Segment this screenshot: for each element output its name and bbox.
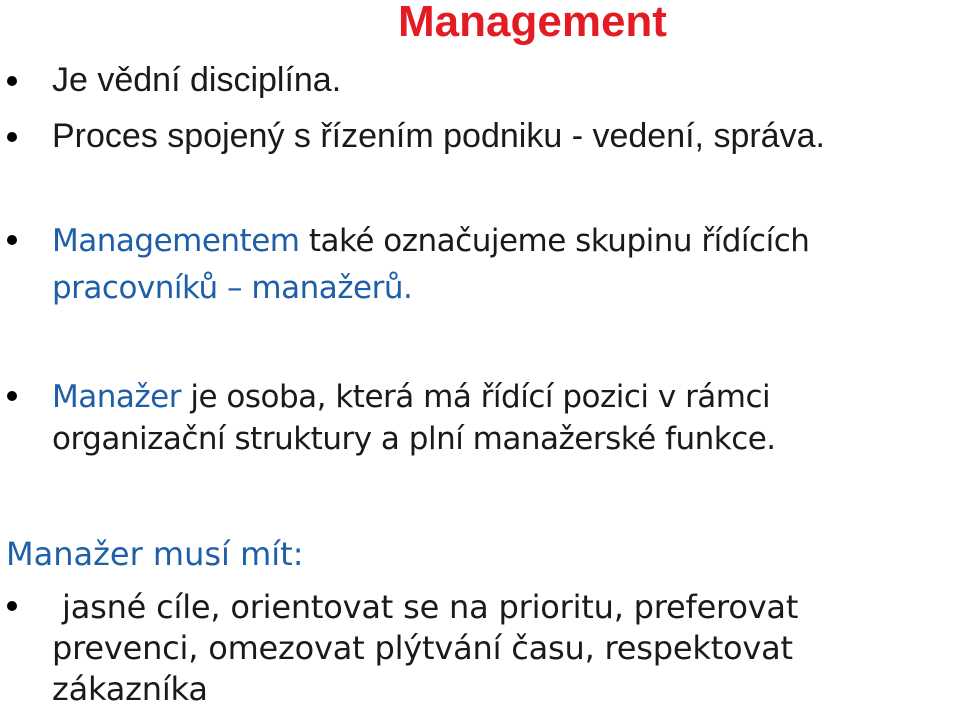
bullet-text: Proces spojený s řízením podniku - vedení, správa. — [52, 117, 825, 155]
highlighted-term: Managementem — [52, 223, 300, 259]
bullet-text-line: prevenci, omezovat plýtvání času, respektovat — [52, 629, 793, 667]
slide-title: Management — [398, 0, 667, 46]
bullet-text-rest: je osoba, která má řídící pozici v rámci — [180, 379, 771, 415]
bullet-text-line: zákazníka — [52, 670, 208, 708]
bullet-text-line: organizační struktury a plní manažerské funkce. — [52, 421, 776, 457]
bullet-text: Je vědní disciplína. — [52, 61, 342, 99]
bullet-dot-icon — [7, 235, 17, 245]
bullet-dot-icon — [7, 132, 17, 142]
bullet-dot-icon — [7, 76, 17, 86]
bullet-text-line: jasné cíle, orientovat se na prioritu, preferovat — [62, 588, 799, 626]
section-heading: Manažer musí mít: — [6, 535, 304, 573]
bullet-text-line — [52, 223, 809, 260]
bullet-text-line: pracovníků – manažerů. — [52, 270, 413, 306]
bullet-text-rest: také označujeme skupinu řídících — [299, 223, 810, 259]
bullet-dot-icon — [7, 601, 17, 611]
bullet-text-line — [52, 379, 770, 416]
highlighted-term: Manažer — [52, 379, 181, 415]
bullet-dot-icon — [7, 391, 17, 401]
